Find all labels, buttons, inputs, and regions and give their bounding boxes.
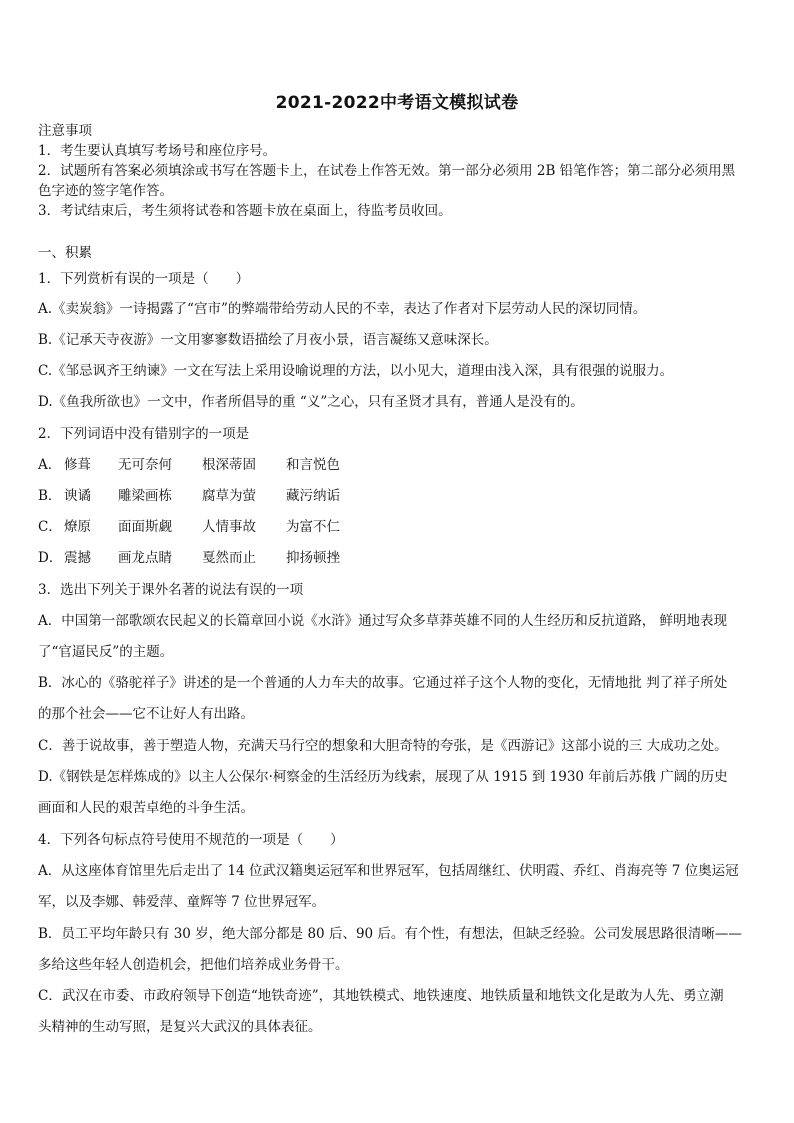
q2-row-a-label: A．	[38, 457, 62, 473]
q3-option-b: B．冰心的《骆驼祥子》讲述的是一个普通的人力车夫的故事。它通过祥子这个人物的变化，无情地批 判了祥子所处	[38, 675, 728, 691]
q2-row-b-word-1: 谀谲	[64, 488, 91, 504]
q3-option-d-cont: 画面和人民的艰苦卓绝的斗争生活。	[38, 800, 254, 816]
q1-option-b: B.《记承天寺夜游》一文用寥寥数语描绘了月夜小景，语言凝练又意味深长。	[38, 332, 498, 348]
page-title: 2021-2022中考语文模拟试卷	[275, 93, 519, 113]
notice-heading: 注意事项	[38, 123, 92, 139]
q2-row-d-label: D．	[38, 550, 63, 566]
q3-option-a: A．中国第一部歌颂农民起义的长篇章回小说《水浒》通过写众多草莽英雄不同的人生经历和反抗道路， 鲜明地表现	[38, 613, 728, 629]
q4-option-a: A．从这座体育馆里先后走出了 14 位武汉籍奥运冠军和世界冠军，包括周继红、伏明霞、乔红、肖海亮等 7 位奥运冠	[38, 863, 739, 879]
notice-item-1: 1．考生要认真填写考场号和座位序号。	[38, 143, 277, 159]
q4-stem: 4．下列各句标点符号使用不规范的一项是（ ）	[38, 832, 344, 848]
q2-row-c-label: C．	[38, 519, 62, 535]
notice-item-2: 2．试题所有答案必须填涂或书写在答题卡上，在试卷上作答无效。第一部分必须用 2B 铅笔作答；第二部分必须用黑	[38, 163, 736, 179]
q2-row-d-word-3: 戛然而止	[202, 550, 256, 566]
q3-option-a-cont: 了“官逼民反”的主题。	[38, 644, 174, 660]
q4-option-b-cont: 多给这些年轻人创造机会，把他们培养成业务骨干。	[38, 957, 349, 973]
q2-row-d-word-2: 画龙点睛	[118, 550, 172, 566]
notice-item-3: 3．考试结束后，考生须将试卷和答题卡放在桌面上，待监考员收回。	[38, 203, 452, 219]
q1-option-d: D.《鱼我所欲也》一文中，作者所倡导的重 “义”之心，只有圣贤才具有，普通人是没有的。	[38, 394, 584, 410]
q4-option-a-cont: 军，以及李娜、韩爱萍、童辉等 7 位世界冠军。	[38, 894, 326, 910]
q2-row-d-word-4: 抑扬顿挫	[286, 550, 340, 566]
q4-option-c: C．武汉在市委、市政府领导下创造“地铁奇迹”，其地铁模式、地铁速度、地铁质量和地铁文化是敢为人先、勇立潮	[38, 988, 724, 1004]
q4-option-b: B．员工平均年龄只有 30 岁，绝大部分都是 80 后、90 后。有个性，有想法，但缺乏经验。公司发展思路很清晰——	[38, 926, 742, 942]
q1-option-a: A.《卖炭翁》一诗揭露了“宫市”的弊端带给劳动人民的不幸，表达了作者对下层劳动人民的深切同情。	[38, 301, 647, 317]
q3-option-c: C．善于说故事，善于塑造人物，充满天马行空的想象和大胆奇特的夸张，是《西游记》这部小说的三 大成功之处。	[38, 738, 728, 754]
q2-row-d-word-1: 震撼	[64, 550, 91, 566]
q2-row-a-word-4: 和言悦色	[286, 457, 340, 473]
notice-item-2-cont: 色字迹的签字笔作答。	[38, 183, 173, 199]
q1-stem: 1．下列赏析有误的一项是（ ）	[38, 271, 250, 287]
q3-option-d: D.《钢铁是怎样炼成的》以主人公保尔·柯察金的生活经历为线索，展现了从 1915 到 1930 年前后苏俄 广阔的历史	[38, 769, 728, 785]
q3-option-b-cont: 的那个社会——它不让好人有出路。	[38, 706, 254, 722]
q2-row-c-word-3: 人情事故	[202, 519, 256, 535]
q2-row-b-word-3: 腐草为萤	[202, 488, 256, 504]
q2-row-c-word-2: 面面斯觑	[118, 519, 172, 535]
q2-row-a-word-1: 修葺	[64, 457, 91, 473]
q1-option-c: C.《邹忌讽齐王纳谏》一文在写法上采用设喻说理的方法，以小见大，道理由浅入深，具有很强的说服力。	[38, 363, 674, 379]
q2-row-c-word-1: 燎原	[64, 519, 91, 535]
q2-row-c-word-4: 为富不仁	[286, 519, 340, 535]
q2-row-b-word-2: 雕梁画栋	[118, 488, 172, 504]
section-heading: 一、积累	[38, 245, 92, 261]
q2-stem: 2．下列词语中没有错别字的一项是	[38, 426, 250, 442]
q3-stem: 3．选出下列关于课外名著的说法有误的一项	[38, 582, 304, 598]
q2-row-a-word-2: 无可奈何	[118, 457, 172, 473]
q2-row-b-word-4: 藏污纳诟	[286, 488, 340, 504]
q4-option-c-cont: 头精神的生动写照，是复兴大武汉的具体表征。	[38, 1019, 322, 1035]
q2-row-b-label: B．	[38, 488, 62, 504]
q2-row-a-word-3: 根深蒂固	[202, 457, 256, 473]
